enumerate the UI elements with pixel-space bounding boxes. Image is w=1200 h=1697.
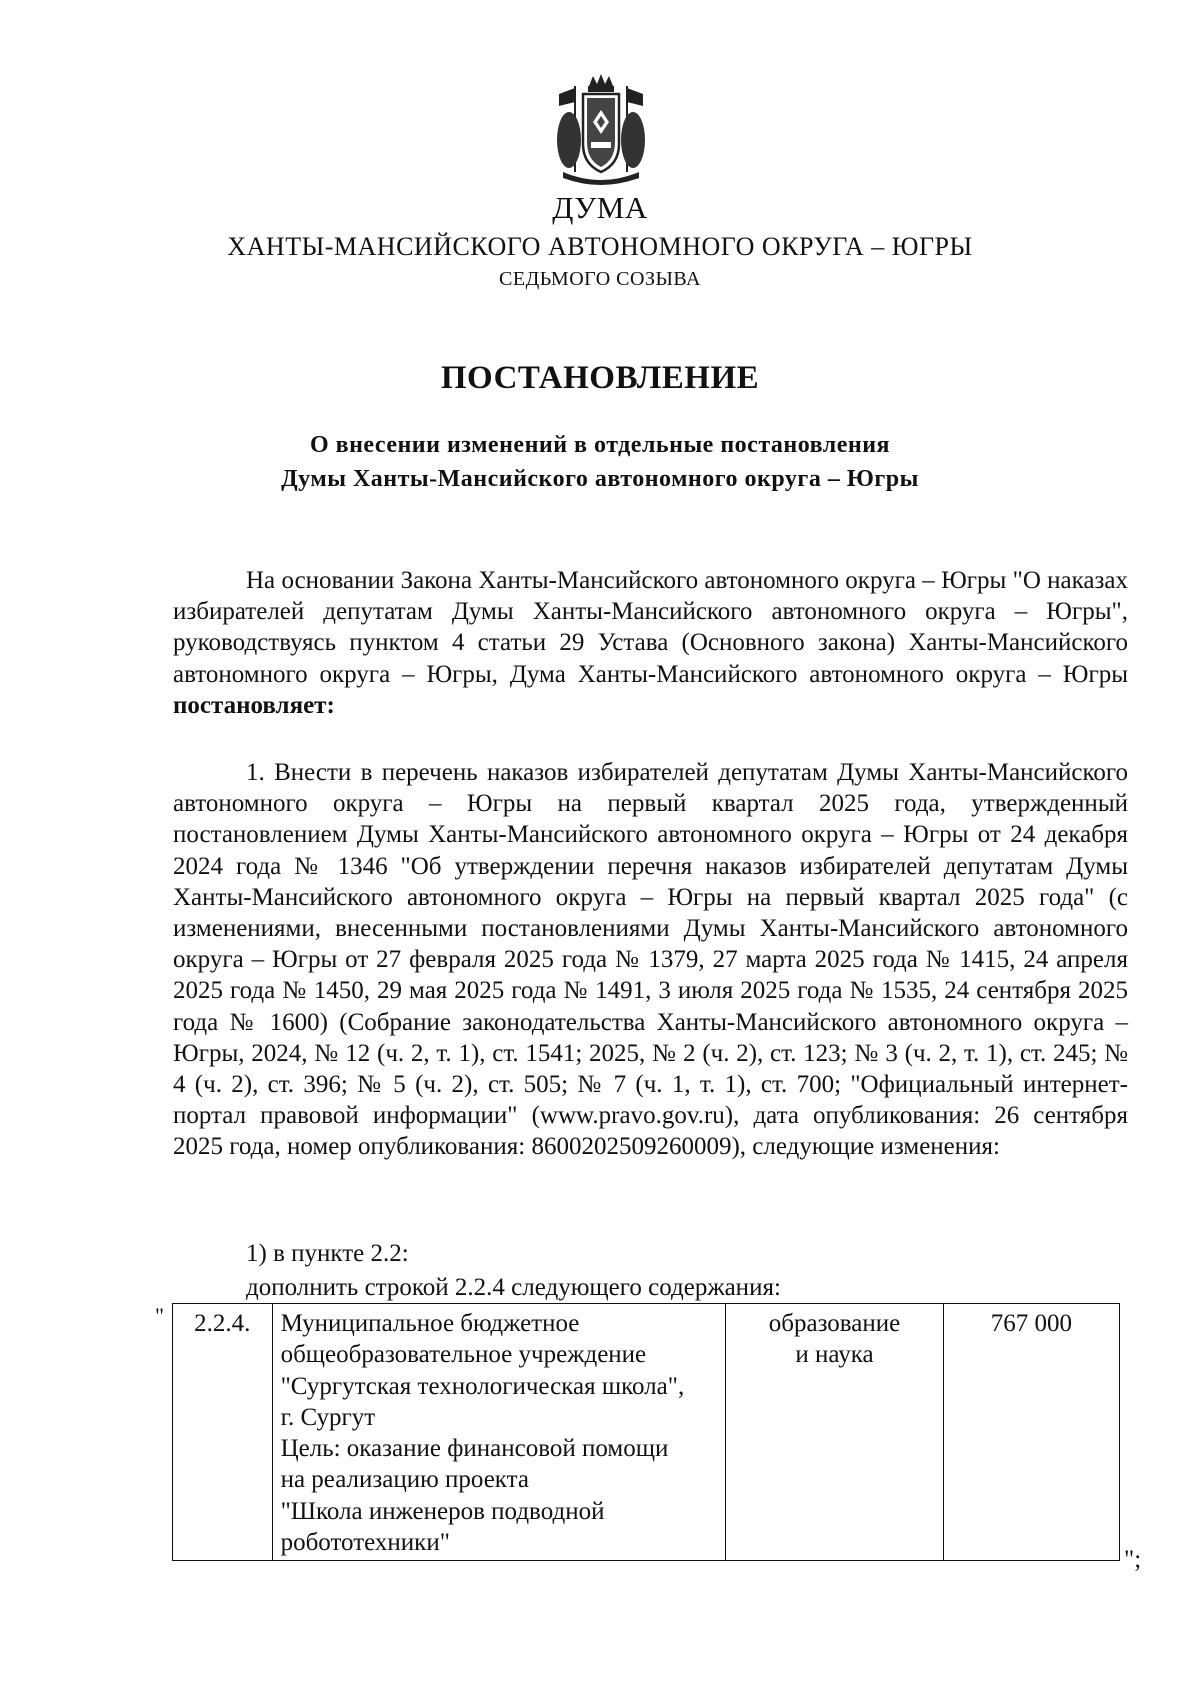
document-title: ПОСТАНОВЛЕНИЕ	[440, 360, 760, 396]
subitem-1-label: 1) в пункте 2.2:	[246, 1240, 409, 1267]
row-amount: 767 000	[943, 1304, 1119, 1561]
description-line: робототехники"	[280, 1529, 450, 1557]
coat-of-arms-icon	[555, 72, 647, 190]
row-description	[272, 1304, 726, 1561]
subject-line-1: О внесении изменений в отдельные постановления	[309, 432, 891, 458]
preamble-resolves: постановляет:	[173, 691, 335, 719]
description-line: Цель: оказание финансовой помощи	[280, 1435, 669, 1463]
row-area	[726, 1304, 943, 1561]
duma-heading: ДУМА	[552, 190, 648, 225]
sozyv-heading: СЕДЬМОГО СОЗЫВА	[499, 268, 701, 290]
row-number: 2.2.4.	[173, 1304, 273, 1561]
table-row	[173, 1304, 1120, 1561]
description-line: "Сургутская технологическая школа",	[280, 1372, 685, 1400]
description-line: Муниципальное бюджетное	[280, 1310, 580, 1337]
area-line-2: и наука	[795, 1341, 874, 1369]
description-line: на реализацию проекта	[280, 1466, 529, 1494]
okrug-heading: ХАНТЫ-МАНСИЙСКОГО АВТОНОМНОГО ОКРУГА – ЮГРЫ	[227, 232, 973, 261]
item-1-paragraph: 1. Внести в перечень наказов избирателей депутатам Думы Ханты-Мансийского автономного округа – Югры на первый квартал 2025 года, утвержденный постановлением Думы Ханты-Мансийского автономного округа – Югры от 24 декабря 2024 года № 1346 "Об утверждении перечня наказов избирателей депутатам Думы Ханты-Мансийского автономного округа – Югры на первый квартал 2025 года" (с изменениями, внесенными постановлениями Думы Ханты-Мансийского автономного округа – Югры от 27 февраля 2025 года № 1379, 27 марта 2025 года № 1415, 24 апреля 2025 года № 1450, 29 мая 2025 года № 1491, 3 июля 2025 года № 1535, 24 сентября 2025 года № 1600) (Собрание законодательства Ханты-Мансийского автономного округа – Югры, 2024, № 12 (ч. 2, т. 1), ст. 1541; 2025, № 2 (ч. 2), ст. 123; № 3 (ч. 2, т. 1), ст. 245; № 4 (ч. 2), ст. 396; № 5 (ч. 2), ст. 505; № 7 (ч. 1, т. 1), ст. 700; "Официальный интернет-портал правовой информации" (www.pravo.gov.ru), дата опубликования: 26 сентября 2025 года, номер опубликования: 8600202509260009), следующие изменения:	[173, 759, 1128, 1161]
preamble-text: На основании Закона Ханты-Мансийского автономного округа – Югры "О наказах избирателей депутатам Думы Ханты-Мансийского автономного округа – Югры", руководствуясь пунктом 4 статьи 29 Устава (Основного закона) Ханты-Мансийского автономного округа – Югры, Дума Ханты-Мансийского автономного округа – Югры	[173, 567, 1128, 688]
table-quote-close: ";	[1124, 1546, 1142, 1573]
description-line: "Школа инженеров подводной	[280, 1497, 605, 1525]
description-line: общеобразовательное учреждение	[280, 1341, 647, 1369]
preamble-paragraph	[173, 565, 1128, 721]
subject-line-2: Думы Ханты-Мансийского автономного округа – Югры	[281, 466, 919, 492]
description-line: г. Сургут	[280, 1403, 376, 1431]
table-quote-open: "	[155, 1303, 164, 1328]
amendment-table	[172, 1303, 1120, 1561]
area-line-1: образование	[768, 1310, 901, 1337]
subitem-1-action: дополнить строкой 2.2.4 следующего содержания:	[246, 1274, 781, 1301]
